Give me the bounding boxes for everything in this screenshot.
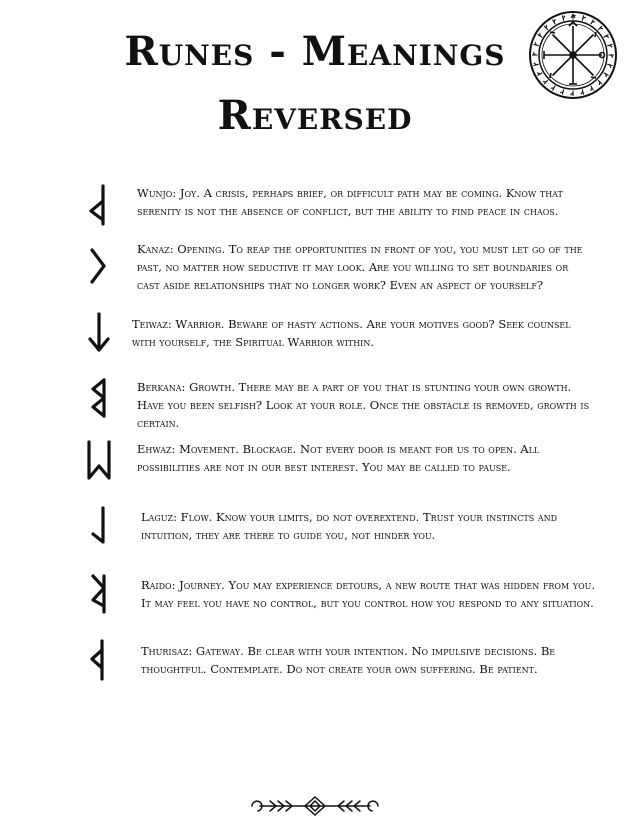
raido-reversed-rune-icon <box>84 572 114 616</box>
ehwaz-reversed-rune-icon <box>84 438 114 482</box>
rune-entry-berkana: Berkana: Growth. There may be a part of you that is stunting your own growth. Have you been selfish? Look at your role. Once the obstacle is removed, growth is certain. <box>137 380 590 430</box>
rune-name: Thurisaz <box>141 644 189 658</box>
rune-entry-kanaz: Kanaz: Opening. To reap the opportunities in front of you, you must let go of the past, no matter how seductive it may look. Are you willing to set boundaries or cast aside relationships that no longer work? Even an aspect of yourself? <box>137 242 583 292</box>
laguz-reversed-rune-icon <box>84 504 114 548</box>
rune-meaning: Movement. Blockage. Not every door is meant for us to open. All possibilities are not in our best interest. You may be called to pause. <box>137 442 540 474</box>
tribal-divider-ornament-icon <box>240 795 390 817</box>
rune-meaning: Opening. To reap the opportunities in front of you, you must let go of the past, no matter how seductive it may look. Are you willing to set boundaries or cast aside relationships that no longer work? Even an aspect of yourself? <box>137 242 583 292</box>
rune-entry-wunjo: Wunjo: Joy. A crisis, perhaps brief, or difficult path may be coming. Know that serenity is not the absence of conflict, but the ability to find peace in chaos. <box>137 186 563 218</box>
rune-meaning: Flow. Know your limits, do not overextend. Trust your instincts and intuition, they are there to guide you, not hinder you. <box>141 510 558 542</box>
teiwaz-reversed-rune-icon <box>84 311 114 355</box>
rune-meaning: Joy. A crisis, perhaps brief, or difficult path may be coming. Know that serenity is not the absence of conflict, but the ability to find peace in chaos. <box>137 186 563 218</box>
page-subtitle: Reversed <box>217 92 413 139</box>
rune-name: Kanaz <box>137 242 170 256</box>
rune-name: Berkana <box>137 380 182 394</box>
rune-entry-ehwaz: Ehwaz: Movement. Blockage. Not every door is meant for us to open. All possibilities are not in our best interest. You may be called to pause. <box>137 442 540 474</box>
thurisaz-reversed-rune-icon <box>84 638 114 682</box>
rune-entry-raido: Raido: Journey. You may experience detours, a new route that was hidden from you. It may feel you have no control, but you control how you respond to any situation. <box>141 578 596 610</box>
rune-name: Ehwaz <box>137 442 172 456</box>
page-title: Runes - Meanings <box>124 28 506 75</box>
rune-name: Wunjo <box>137 186 173 200</box>
wunjo-reversed-rune-icon <box>84 183 114 227</box>
rune-entry-laguz: Laguz: Flow. Know your limits, do not overextend. Trust your instincts and intuition, they are there to guide you, not hinder you. <box>141 510 558 542</box>
kanaz-reversed-rune-icon <box>84 244 114 288</box>
rune-meaning: Growth. There may be a part of you that is stunting your own growth. Have you been selfish? Look at your role. Once the obstacle is removed, growth is certain. <box>137 380 590 430</box>
rune-name: Teiwaz <box>132 317 168 331</box>
berkana-reversed-rune-icon <box>84 376 114 420</box>
rune-name: Laguz <box>141 510 174 524</box>
rune-meaning: Journey. You may experience detours, a new route that was hidden from you. It may feel you have no control, but you control how you respond to any situation. <box>141 578 596 610</box>
rune-name: Raido <box>141 578 172 592</box>
rune-entry-thurisaz: Thurisaz: Gateway. Be clear with your intention. No impulsive decisions. Be thoughtful. Contemplate. Do not create your own suffering. Be patient. <box>141 644 556 676</box>
rune-meaning: Gateway. Be clear with your intention. No impulsive decisions. Be thoughtful. Contemplate. Do not create your own suffering. Be patient. <box>141 644 556 676</box>
rune-entry-teiwaz: Teiwaz: Warrior. Beware of hasty actions. Are your motives good? Seek counsel with yourself, the Spiritual Warrior within. <box>132 317 571 349</box>
rune-meaning: Warrior. Beware of hasty actions. Are your motives good? Seek counsel with yourself, the Spiritual Warrior within. <box>132 317 571 349</box>
vegvisir-rune-circle-icon <box>528 10 618 100</box>
